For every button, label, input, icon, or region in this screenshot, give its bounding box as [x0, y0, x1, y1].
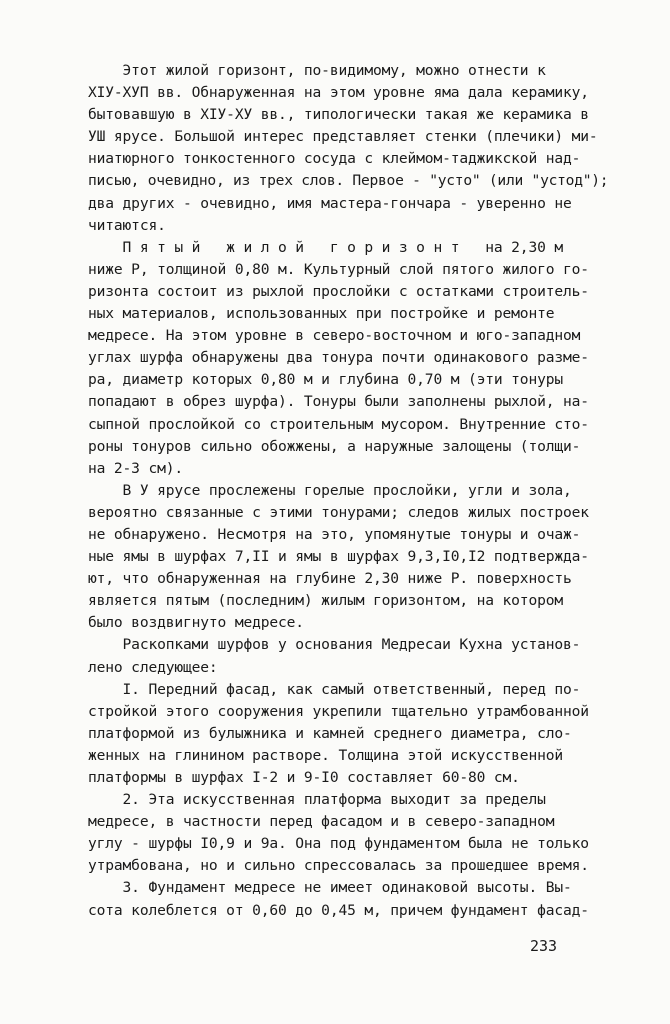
- text-line: медресе, в частности перед фасадом и в северо-западном: [88, 813, 555, 831]
- text-line: платформы в шурфах I-2 и 9-I0 составляет 60-80 см.: [88, 769, 520, 786]
- text-line: попадают в обрез шурфа). Тонуры были заполнены рыхлой, на-: [88, 393, 589, 411]
- text-line: углу - шурфы I0,9 и 9а. Она под фундаментом была не только: [88, 835, 589, 853]
- text-line: углах шурфа обнаружены два тонура почти одинакового разме-: [88, 349, 589, 367]
- text-line: В У ярусе прослежены горелые прослойки, угли и зола,: [88, 481, 572, 499]
- text-line: ниже Р, толщиной 0,80 м. Культурный слой пятого жилого го-: [88, 260, 589, 278]
- text-line: бытовавшую в XIУ-ХУ вв., типологически такая же керамика в: [88, 106, 589, 124]
- text-line: не обнаружено. Несмотря на это, упомянутые тонуры и очаж-: [88, 525, 581, 543]
- text-line: сыпной прослойкой со строительным мусором. Внутренние сто-: [88, 415, 589, 433]
- text-line: I. Передний фасад, как самый ответственный, перед по-: [88, 680, 581, 698]
- text-line: П я т ы й ж и л о й г о р и з о н т на 2,30 м: [88, 238, 563, 256]
- text-line: стройкой этого сооружения укрепили тщательно утрамбованной: [88, 702, 589, 720]
- text-line: роны тонуров сильно обожжены, а наружные залощены (толщи-: [88, 437, 581, 455]
- text-line: два других - очевидно, имя мастера-гончара - уверенно не: [88, 194, 572, 212]
- text-line: ных материалов, использованных при постройке и ремонте: [88, 305, 555, 323]
- text-line: Раскопками шурфов у основания Медресаи Кухна установ-: [88, 636, 581, 654]
- text-line: вероятно связанные с этими тонурами; следов жилых построек: [88, 503, 589, 521]
- text-line: ют, что обнаруженная на глубине 2,30 ниже Р. поверхность: [88, 570, 572, 588]
- text-line: ризонта состоит из рыхлой прослойки с остатками строитель-: [88, 282, 589, 300]
- text-line: платформой из булыжника и камней среднего диаметра, сло-: [88, 724, 572, 742]
- text-line: лено следующее:: [88, 658, 218, 676]
- text-line: 3. Фундамент медресе не имеет одинаковой высоты. Вы-: [88, 879, 572, 897]
- text-line: ниатюрного тонкостенного сосуда с клеймом-таджикской над-: [88, 150, 581, 168]
- text-line: на 2-3 см).: [88, 459, 183, 477]
- text-line: ные ямы в шурфах 7,II и ямы в шурфах 9,3,I0,I2 подтвержда-: [88, 548, 589, 566]
- text-line: женных на глинином растворе. Толщина этой искусственной: [88, 746, 563, 764]
- text-line: сота колеблется от 0,60 до 0,45 м, причем фундамент фасад-: [88, 901, 589, 919]
- page-number: 233: [530, 937, 558, 955]
- text-line: ра, диаметр которых 0,80 м и глубина 0,70 м (эти тонуры: [88, 371, 563, 389]
- text-line: утрамбована, но и сильно спрессовалась за прошедшее время.: [88, 857, 589, 875]
- text-line: XIУ-ХУП вв. Обнаруженная на этом уровне яма дала керамику,: [88, 84, 589, 102]
- text-line: Этот жилой горизонт, по-видимому, можно отнести к: [88, 62, 546, 79]
- text-line: писью, очевидно, из трех слов. Первое - "усто" (или "устод");: [88, 172, 609, 190]
- text-line: 2. Эта искусственная платформа выходит за пределы: [88, 791, 546, 809]
- text-line: читаются.: [88, 216, 166, 234]
- typewritten-text-block: [88, 60, 608, 922]
- text-line: УШ ярусе. Большой интерес представляет стенки (плечики) ми-: [88, 128, 598, 146]
- text-line: является пятым (последним) жилым горизонтом, на котором: [88, 592, 563, 610]
- text-line: медресе. На этом уровне в северо-восточном и юго-западном: [88, 327, 581, 345]
- text-line: было воздвигнуто медресе.: [88, 614, 304, 632]
